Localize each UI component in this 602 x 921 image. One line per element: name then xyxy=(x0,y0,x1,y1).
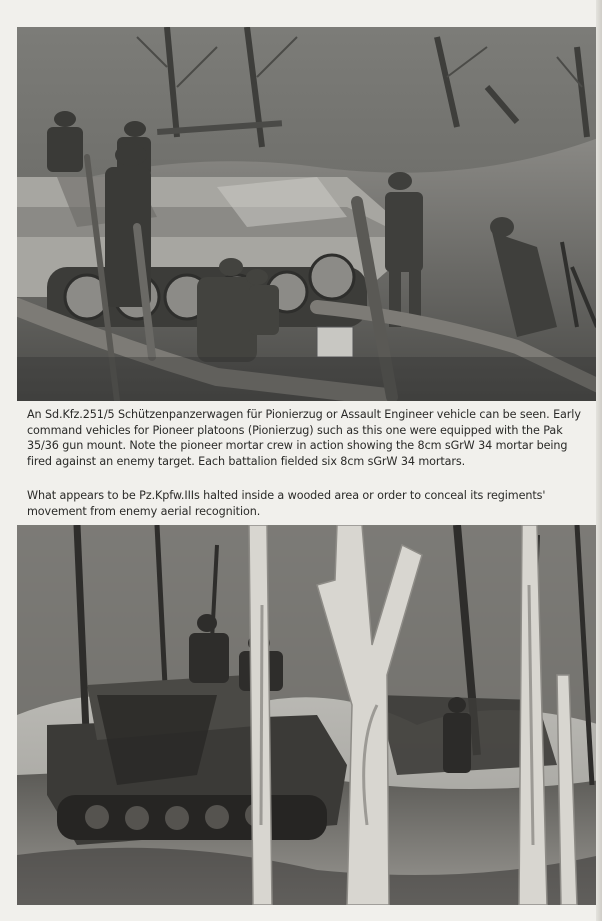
halftrack-photo xyxy=(17,27,601,401)
bottom-photo-caption: What appears to be Pz.Kpfw.IIIs halted inside a wooded area or order to conceal its regiments' movement from enemy aerial recognition. xyxy=(27,489,546,518)
page-edge-shadow xyxy=(596,0,602,921)
top-photo-caption: An Sd.Kfz.251/5 Schützenpanzerwagen für Pionierzug or Assault Engineer vehicle can be seen. Early command vehicles for Pioneer platoons (Pionierzug) such as this one were equipped with the Pak 35/36 gun mount. Note the pioneer mortar crew in action showing the 8cm sGrW 34 mortar being fired against an enemy target. Each battalion fielded six 8cm sGrW 34 mortars. xyxy=(27,408,581,468)
tanks-in-woods-illustration xyxy=(17,525,601,905)
tanks-in-woods-photo xyxy=(17,525,601,905)
halftrack-photo-illustration xyxy=(17,27,601,401)
